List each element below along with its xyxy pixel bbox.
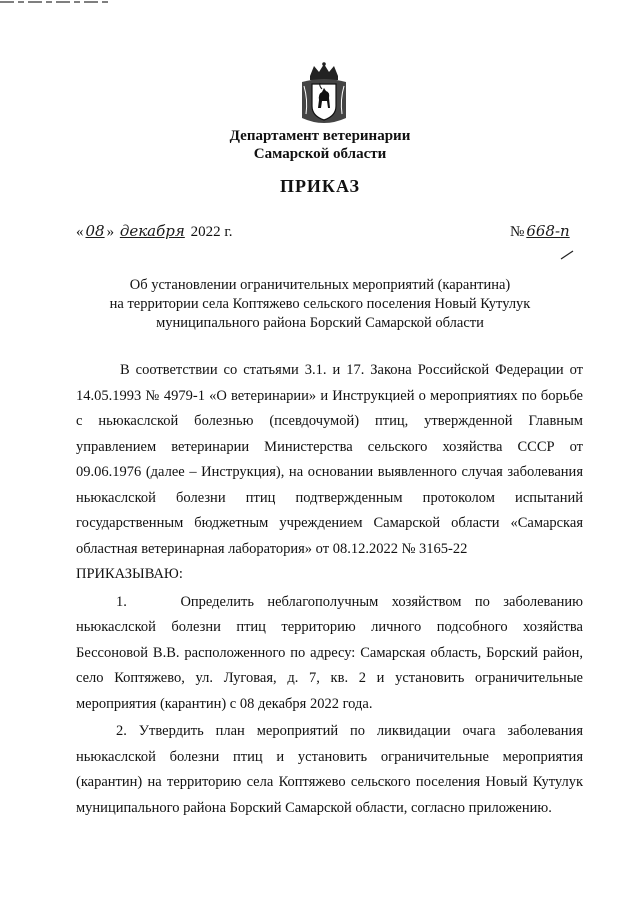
order-body: [76, 358, 583, 821]
samara-coat-of-arms-emblem: [298, 62, 350, 128]
scan-artifact-line: [0, 0, 120, 4]
order-item-2: 2. Утвердить план мероприятий по ликвидации очага заболевания ньюкаслской болезни птиц и установить ограничительные мероприятия (карантин) на территорию села Коптяжево сельского поселения Новый Кутулук муниципального района Борский Самарской области, согласно приложению.: [76, 723, 583, 816]
order-item-1: 1. Определить неблагополучным хозяйством по заболеванию ньюкаслской болезни птиц территорию личного подсобного хозяйства Бессоновой В.В. расположенного по адресу: Самарская область, Борский район, село Коптяжево, ул. Луговая, д. 7, кв. 2 и установить ограничительные мероприятия (карантин) с 08 декабря 2022 года.: [76, 593, 583, 712]
order-number: [510, 222, 572, 241]
subject-line: муниципального района Борский Самарской области: [156, 315, 484, 331]
date-year: 2022 г.: [190, 224, 233, 240]
order-date: [76, 222, 233, 241]
order-keyword: ПРИКАЗЫВАЮ:: [76, 566, 183, 582]
date-open-quote: «: [76, 224, 84, 240]
number-sign: №: [510, 224, 525, 240]
department-name-line1: Департамент ветеринарии: [229, 128, 411, 144]
pen-tick-mark: [560, 250, 574, 260]
subject-line: Об установлении ограничительных мероприятий (карантина): [129, 277, 511, 293]
document-type-title: ПРИКАЗ: [279, 176, 361, 196]
date-day-handwritten: 08: [85, 222, 105, 240]
department-name-line2: Самарской области: [253, 146, 387, 162]
preamble-paragraph: В соответствии со статьями 3.1. и 17. Закона Российской Федерации от 14.05.1993 № 4979-1 «О ветеринарии» и Инструкцией о мероприятиях по борьбе с ньюкаслской болезнью (псевдочумой) птиц, утвержденной Главным управлением ветеринарии Министерства сельского хозяйства СССР от 09.06.1976 (далее – Инструкция), на основании выявленного случая заболевания ньюкаслской болезни птиц подтвержденным протоколом испытаний государственным бюджетным учреждением Самарской области «Самарская областная ветеринарная лаборатория» от 08.12.2022 № 3165-22: [76, 362, 583, 557]
date-close-quote: »: [106, 224, 115, 240]
subject-line: на территории села Коптяжево сельского поселения Новый Кутулук: [109, 296, 531, 312]
order-subject: [60, 276, 580, 333]
date-month-handwritten: декабря: [119, 222, 185, 240]
order-number-handwritten: 668-п: [526, 222, 570, 240]
